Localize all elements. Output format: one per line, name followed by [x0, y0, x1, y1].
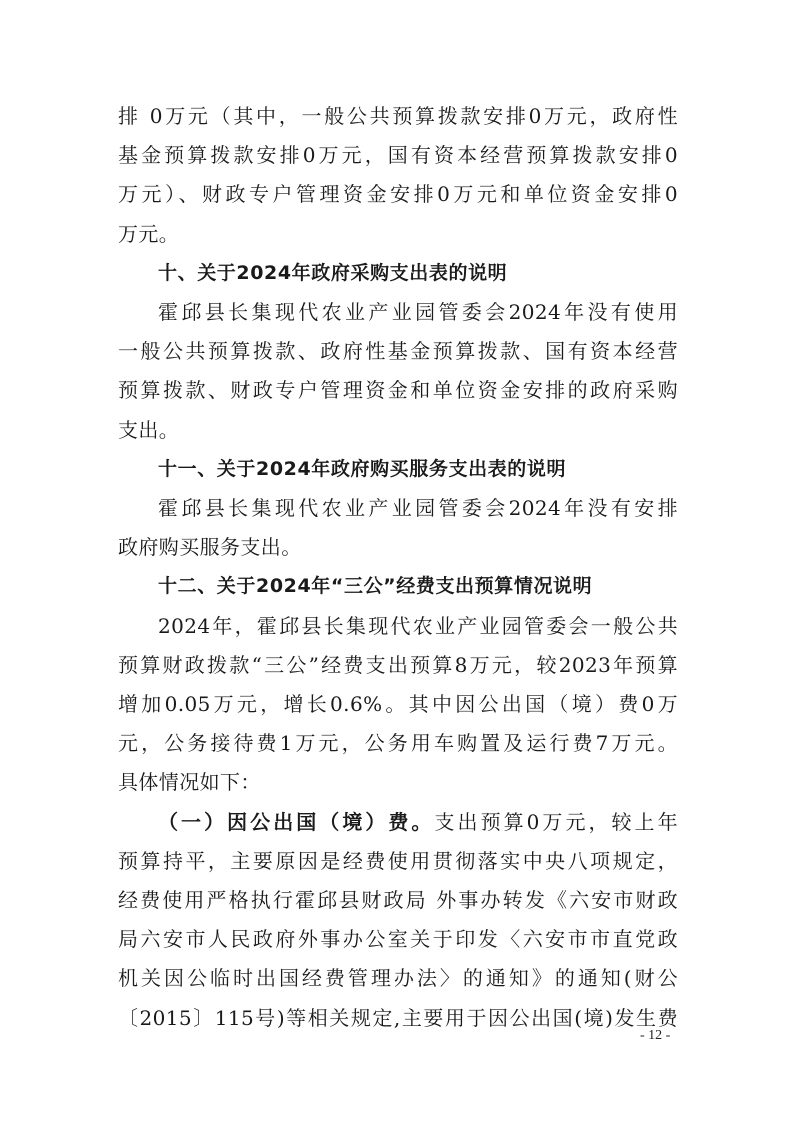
paragraph-line: 元，公务接待费1万元，公务用车购置及运行费7万元。 — [118, 731, 678, 756]
paragraph-line: 万元）、财政专户管理资金安排0万元和单位资金安排0 — [118, 182, 678, 207]
paragraph-line: 万元。 — [118, 221, 180, 246]
section-heading-10: 十、关于2024年政府采购支出表的说明 — [158, 261, 508, 284]
paragraph-line: 一般公共预算拨款、政府性基金预算拨款、国有资本经营 — [118, 339, 678, 364]
paragraph-line: 预算持平，主要原因是经费使用贯彻落实中央八项规定， — [118, 848, 678, 873]
paragraph-line: 预算财政拨款“三公”经费支出预算8万元，较2023年预算 — [118, 652, 678, 677]
page-number: - 12 - — [640, 1028, 671, 1043]
paragraph-line: 排 0万元（其中，一般公共预算拨款安排0万元，政府性 — [118, 104, 678, 128]
paragraph-line: 政府购买服务支出。 — [118, 535, 302, 560]
section-heading-12: 十二、关于2024年“三公”经费支出预算情况说明 — [158, 575, 593, 598]
subsection-heading-1: （一）因公出国（境）费。 — [158, 809, 435, 834]
paragraph-line: 2024年，霍邱县长集现代农业产业园管委会一般公共 — [158, 613, 678, 638]
section-heading-11: 十一、关于2024年政府购买服务支出表的说明 — [158, 457, 567, 480]
paragraph-line: 增加0.05万元，增长0.6%。其中因公出国（境）费0万 — [118, 692, 678, 717]
subsection-paragraph-line — [118, 803, 678, 842]
subsection-text: 支出预算0万元，较上年 — [434, 809, 678, 834]
paragraph-line: 局六安市人民政府外事办公室关于印发〈六安市市直党政 — [118, 927, 678, 952]
paragraph-line: 霍邱县长集现代农业产业园管委会2024年没有使用 — [158, 300, 678, 325]
paragraph-line: 经费使用严格执行霍邱县财政局 外事办转发《六安市财政 — [118, 888, 678, 913]
document-page — [118, 97, 678, 1038]
paragraph-line: 预算拨款、财政专户管理资金和单位资金安排的政府采购 — [118, 378, 678, 403]
paragraph-line: 具体情况如下： — [118, 770, 261, 795]
paragraph-line: 〔2015〕115号)等相关规定,主要用于因公出国(境)发生费 — [118, 1005, 678, 1030]
paragraph-line: 支出。 — [118, 417, 180, 442]
paragraph-line: 机关因公临时出国经费管理办法〉的通知》的通知(财公 — [118, 966, 678, 991]
paragraph-line: 霍邱县长集现代农业产业园管委会2024年没有安排 — [158, 496, 678, 521]
paragraph-line: 基金预算拨款安排0万元，国有资本经营预算拨款安排0 — [118, 143, 678, 168]
